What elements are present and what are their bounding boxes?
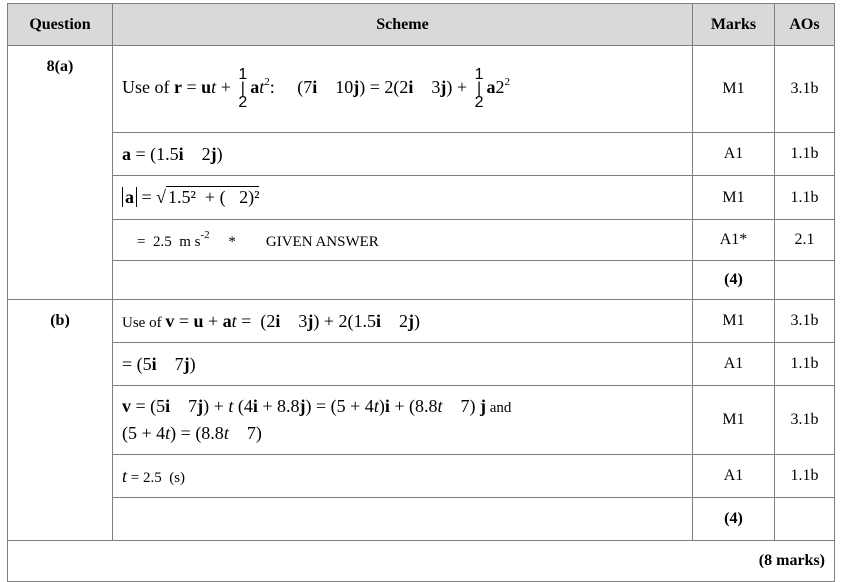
mark-scheme-table [7, 3, 835, 582]
header-scheme: Scheme [113, 4, 693, 46]
math-segment: ) = 2(2 [359, 77, 409, 98]
math-segment: i [375, 310, 381, 331]
marks-cell: (4) [693, 498, 775, 541]
math-segment: a [250, 77, 260, 98]
table-row [8, 386, 835, 455]
math-segment: 10 [317, 77, 354, 98]
math-segment: + 8.8 [257, 396, 300, 416]
math-segment: t [259, 77, 265, 98]
scheme-line [122, 423, 692, 444]
marks-cell: M1 [693, 176, 775, 220]
math-segment: = [182, 77, 202, 98]
math-segment: ) + 2(1.5 [313, 310, 376, 331]
table-row [8, 220, 835, 261]
scheme-line [122, 144, 692, 165]
math-segment: ) + [203, 396, 229, 416]
math-segment: = (5 [131, 396, 166, 416]
math-segment: Use of [122, 77, 174, 98]
math-segment: t [122, 465, 128, 486]
question-label: (b) [8, 300, 113, 541]
header-marks: Marks [693, 4, 775, 46]
ao-cell: 1.1b [775, 343, 835, 386]
math-segment: 7) [442, 396, 481, 416]
marks-cell: A1 [693, 133, 775, 176]
marks-cell: M1 [693, 46, 775, 133]
ao-cell: 1.1b [775, 176, 835, 220]
math-segment: 2 [264, 76, 270, 89]
math-segment: j [440, 77, 447, 98]
table-row [8, 133, 835, 176]
math-segment: 2 [504, 76, 510, 89]
table-row [8, 343, 835, 386]
math-segment: * GIVEN ANSWER [209, 234, 379, 250]
math-segment: : (7 [269, 77, 313, 98]
total-row [8, 541, 835, 582]
math-segment: j [307, 310, 314, 331]
math-segment: 7 [156, 353, 184, 374]
header-row [8, 4, 835, 46]
math-segment: t [165, 423, 171, 443]
math-segment: 2 [183, 143, 211, 164]
math-segment: t [211, 77, 217, 98]
fraction-one-half: 1|2 [474, 66, 484, 111]
math-segment: i [408, 77, 414, 98]
ao-cell: 1.1b [775, 455, 835, 498]
math-segment: i [165, 396, 171, 416]
math-segment: = (1.5 [131, 143, 179, 164]
math-segment: 7 [170, 396, 198, 416]
math-segment: j [480, 396, 487, 416]
math-segment: 2 [495, 77, 505, 98]
table-row [8, 261, 835, 300]
math-segment: ) [414, 310, 420, 331]
math-segment: = [174, 310, 194, 331]
math-segment: 1.5² + ( 2)² [168, 187, 260, 207]
math-segment: a [122, 187, 137, 207]
scheme-cell [113, 455, 693, 498]
math-segment: = (5 [122, 353, 152, 374]
marks-cell: A1 [693, 455, 775, 498]
math-segment: j [183, 353, 190, 374]
scheme-cell [113, 133, 693, 176]
scheme-line [122, 229, 692, 251]
math-segment: + [203, 310, 223, 331]
ao-cell: 3.1b [775, 386, 835, 455]
ao-cell [775, 261, 835, 300]
math-segment: 3 [413, 77, 441, 98]
table-row [8, 498, 835, 541]
math-segment: t [373, 396, 379, 416]
math-segment: t [437, 396, 443, 416]
scheme-line [122, 187, 692, 208]
math-segment: t [231, 310, 237, 331]
math-segment: v [165, 310, 175, 331]
math-segment: = 2.5 (s) [127, 469, 186, 486]
math-segment: ) = (8.8 [170, 423, 224, 443]
scheme-cell [113, 300, 693, 343]
ao-cell [775, 498, 835, 541]
math-segment: j [197, 396, 204, 416]
math-segment: v [122, 396, 131, 416]
math-segment: i [312, 77, 318, 98]
scheme-cell [113, 176, 693, 220]
math-segment: = 2.5 m s [122, 234, 201, 250]
math-segment: j [353, 77, 360, 98]
math-segment: i [151, 353, 157, 374]
math-segment: r [174, 77, 182, 98]
math-segment: + [216, 77, 236, 98]
math-segment: -2 [200, 229, 210, 241]
math-segment: ) [189, 353, 196, 374]
scheme-cell [113, 498, 693, 541]
ao-cell: 1.1b [775, 133, 835, 176]
math-segment: 2 [381, 310, 408, 331]
math-segment: t [228, 396, 234, 416]
math-segment: u [193, 310, 204, 331]
math-segment: j [210, 143, 217, 164]
marks-cell: (4) [693, 261, 775, 300]
scheme-line [122, 466, 692, 487]
ao-cell: 2.1 [775, 220, 835, 261]
math-segment: a [486, 77, 496, 98]
math-segment: (4 [233, 396, 253, 416]
math-segment: i [384, 396, 390, 416]
math-segment: ) + [446, 77, 472, 98]
marks-cell: M1 [693, 300, 775, 343]
fraction-one-half: 1|2 [238, 66, 248, 111]
table-row [8, 46, 835, 133]
marks-cell: A1* [693, 220, 775, 261]
table-row [8, 300, 835, 343]
ao-cell: 3.1b [775, 46, 835, 133]
math-segment: ) [378, 396, 385, 416]
header-aos: AOs [775, 4, 835, 46]
math-segment: i [275, 310, 281, 331]
math-segment: a [122, 143, 131, 164]
question-label: 8(a) [8, 46, 113, 300]
math-segment: j [299, 396, 306, 416]
scheme-cell [113, 46, 693, 133]
table-row [8, 176, 835, 220]
marks-cell: A1 [693, 343, 775, 386]
math-segment: t [223, 423, 229, 443]
math-segment: 7) [228, 423, 262, 443]
ao-cell: 3.1b [775, 300, 835, 343]
math-segment: 3 [280, 310, 308, 331]
scheme-cell [113, 220, 693, 261]
total-marks: (8 marks) [8, 541, 835, 582]
math-segment: = (2 [236, 310, 276, 331]
header-question: Question [8, 4, 113, 46]
math-segment: + (8.8 [389, 396, 438, 416]
math-segment: (5 + 4 [122, 423, 166, 443]
scheme-line [122, 354, 692, 375]
math-segment: a [222, 310, 232, 331]
scheme-cell [113, 386, 693, 455]
scheme-line [122, 396, 692, 417]
math-segment: Use of [122, 314, 166, 331]
math-segment: i [178, 143, 184, 164]
math-segment: and [486, 400, 512, 416]
math-segment: = √ [137, 187, 167, 207]
math-segment: u [201, 77, 212, 98]
scheme-cell [113, 261, 693, 300]
marks-cell: M1 [693, 386, 775, 455]
scheme-line [122, 68, 692, 110]
math-segment: ) [216, 143, 223, 164]
math-segment: j [408, 310, 414, 331]
math-segment: i [252, 396, 258, 416]
scheme-line [122, 311, 692, 332]
table-row [8, 455, 835, 498]
math-segment: ) = (5 + 4 [305, 396, 374, 416]
scheme-cell [113, 343, 693, 386]
